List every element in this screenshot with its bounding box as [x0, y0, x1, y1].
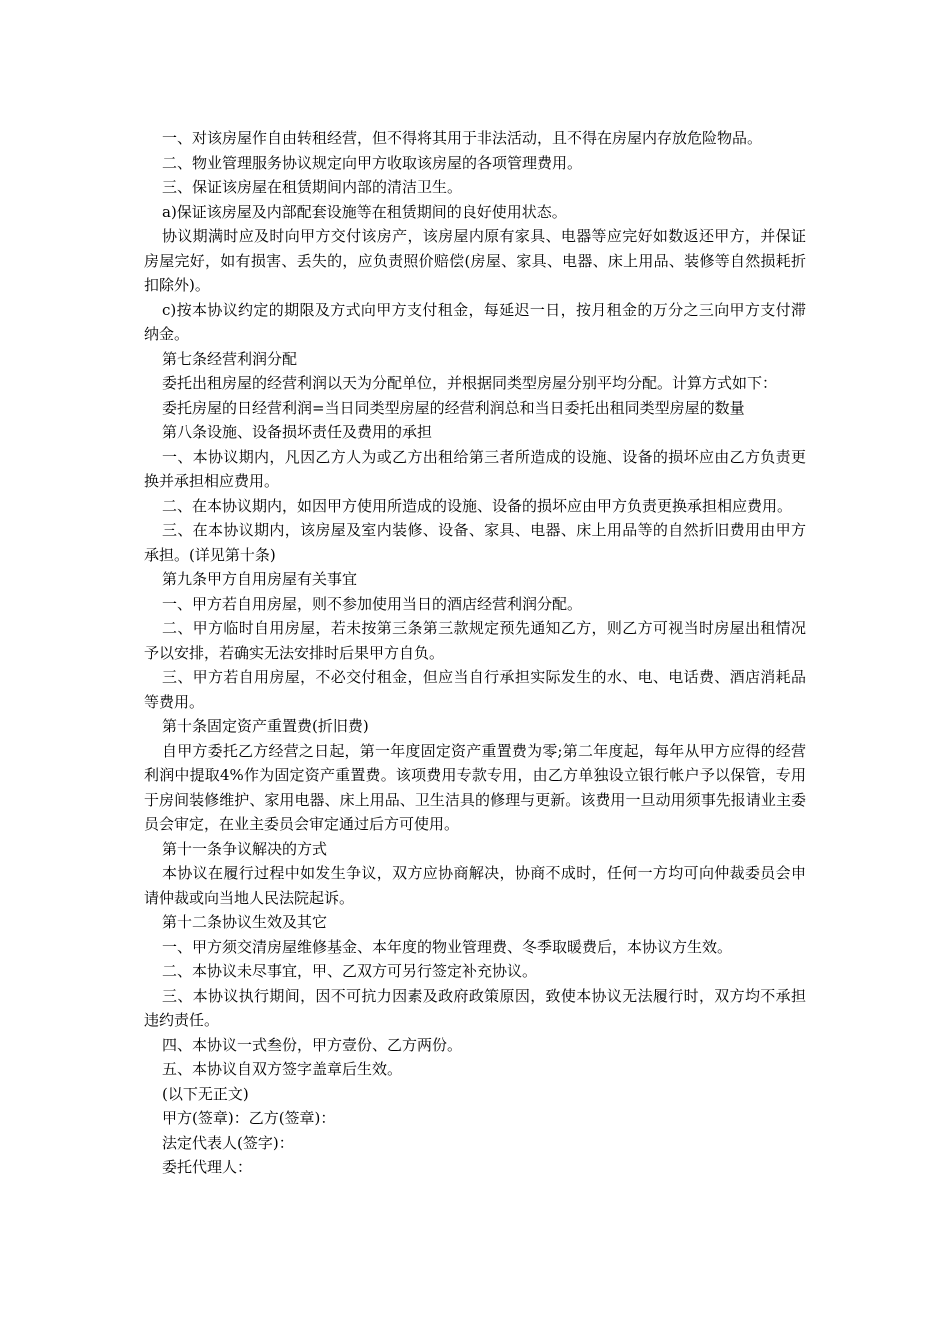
paragraph-19: 自甲方委托乙方经营之日起，第一年度固定资产重置费为零;第二年度起，每年从甲方应得的经营利润中提取4%作为固定资产重置费。该项费用专款专用，由乙方单独设立银行帐户予以保管，专用于房间装修维护、家用电器、床上用品、卫生洁具的修理与更新。该费用一旦动用须事先报请业主委员会审定，在业主委员会审定通过后方可使用。: [144, 741, 806, 833]
document-body: [144, 126, 806, 1180]
paragraph-5: 协议期满时应及时向甲方交付该房产，该房屋内原有家具、电器等应完好如数返还甲方，并保证房屋完好，如有损害、丢失的，应负责照价赔偿(房屋、家具、电器、床上用品、装修等自然损耗折扣除外)。: [144, 227, 806, 294]
paragraph-21: 本协议在履行过程中如发生争议，双方应协商解决，协商不成时，任何一方均可向仲裁委员会申请仲裁或向当地人民法院起诉。: [144, 864, 806, 907]
paragraph-17: 三、甲方若自用房屋，不必交付租金，但应当自行承担实际发生的水、电、电话费、酒店消耗品等费用。: [144, 668, 806, 711]
paragraph-25: 三、本协议执行期间，因不可抗力因素及政府政策原因，致使本协议无法履行时，双方均不承担违约责任。: [144, 986, 806, 1029]
paragraph-9: 委托房屋的日经营利润=当日同类型房屋的经营利润总和当日委托出租同类型房屋的数量: [162, 398, 745, 417]
paragraph-26: 四、本协议一式叁份，甲方壹份、乙方两份。: [162, 1035, 463, 1054]
section-heading-10: 第十条固定资产重置费(折旧费): [162, 717, 369, 735]
paragraph-6: c)按本协议约定的期限及方式向甲方支付租金，每延迟一日，按月租金的万分之三向甲方支付滞纳金。: [144, 300, 806, 343]
paragraph-16: 二、甲方临时自用房屋，若未按第三条第三款规定预先通知乙方，则乙方可视当时房屋出租情况予以安排，若确实无法安排时后果甲方自负。: [144, 619, 806, 662]
signature-parties: 甲方(签章)：乙方(签章)：: [162, 1109, 336, 1127]
paragraph-3: 三、保证该房屋在租赁期间内部的清洁卫生。: [162, 178, 463, 196]
paragraph-4: a)保证该房屋及内部配套设施等在租赁期间的良好使用状态。: [162, 202, 567, 221]
paragraph-24: 二、本协议未尽事宜，甲、乙双方可另行签定补充协议。: [162, 962, 538, 980]
paragraph-27: 五、本协议自双方签字盖章后生效。: [162, 1060, 403, 1078]
paragraph-15: 一、甲方若自用房屋，则不参加使用当日的酒店经营利润分配。: [162, 594, 583, 613]
section-heading-12: 第十二条协议生效及其它: [162, 913, 328, 931]
paragraph-23: 一、甲方须交清房屋维修基金、本年度的物业管理费、冬季取暖费后，本协议方生效。: [162, 937, 733, 956]
paragraph-12: 二、在本协议期内，如因甲方使用所造成的设施、设备的损坏应由甲方负责更换承担相应费用。: [162, 496, 793, 515]
paragraph-8: 委托出租房屋的经营利润以天为分配单位，并根据同类型房屋分别平均分配。计算方式如下：: [162, 374, 778, 392]
paragraph-2: 二、物业管理服务协议规定向甲方收取该房屋的各项管理费用。: [162, 153, 583, 172]
paragraph-1: 一、对该房屋作自由转租经营，但不得将其用于非法活动，且不得在房屋内存放危险物品。: [162, 129, 763, 147]
signature-legal-rep: 法定代表人(签字)：: [162, 1133, 294, 1152]
section-heading-9: 第九条甲方自用房屋有关事宜: [162, 570, 358, 588]
signature-agent: 委托代理人：: [162, 1158, 253, 1176]
section-heading-8: 第八条设施、设备损坏责任及费用的承担: [162, 423, 433, 441]
paragraph-11: 一、本协议期内，凡因乙方人为或乙方出租给第三者所造成的设施、设备的损坏应由乙方负责更换并承担相应费用。: [144, 447, 806, 490]
no-further-text-note: (以下无正文): [162, 1084, 249, 1103]
section-heading-11: 第十一条争议解决的方式: [162, 839, 328, 858]
paragraph-13: 三、在本协议期内，该房屋及室内装修、设备、家具、电器、床上用品等的自然折旧费用由甲方承担。(详见第十条): [144, 521, 806, 564]
section-heading-7: 第七条经营利润分配: [162, 349, 298, 368]
